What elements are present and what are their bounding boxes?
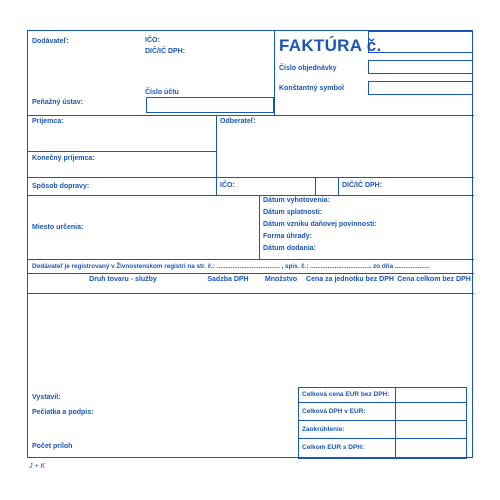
issued-by-label: Vystavil: xyxy=(32,394,61,401)
table-header-line xyxy=(28,293,474,294)
tax-date-label: Dátum vzniku daňovej povinnosti: xyxy=(263,221,377,228)
transport-line xyxy=(28,195,474,196)
supplier-dic-label: DIČ/IČ DPH: xyxy=(145,48,186,55)
delivery-date-label: Dátum dodania: xyxy=(263,245,316,252)
account-number-label: Číslo účtu xyxy=(145,89,179,96)
account-number-field[interactable] xyxy=(146,97,274,113)
final-recipient-line xyxy=(28,177,216,178)
totals-row-line-1 xyxy=(299,402,466,403)
customer-label: Odberateľ: xyxy=(220,118,256,125)
transport-label: Spôsob dopravy: xyxy=(32,183,90,190)
col-vat-rate: Sadzba DPH xyxy=(207,276,249,283)
order-number-label: Číslo objednávky xyxy=(279,65,337,72)
order-number-field[interactable] xyxy=(368,60,473,74)
dates-divider xyxy=(259,195,260,259)
constant-symbol-field[interactable] xyxy=(368,81,473,95)
invoice-form xyxy=(27,30,473,458)
supplier-ico-label: IČO: xyxy=(145,37,160,44)
col-total-price: Cena celkom bez DPH xyxy=(397,276,471,283)
col-quantity: Množstvo xyxy=(264,276,298,283)
recipient-divider xyxy=(216,115,217,195)
totals-row-line-3 xyxy=(299,438,466,439)
dates-bottom-line xyxy=(28,259,474,260)
issue-date-label: Dátum vyhotovenia: xyxy=(263,197,330,204)
totals-row-line-2 xyxy=(299,420,466,421)
rounding-label: Zaokrúhlenie: xyxy=(302,426,345,433)
invoice-number-field[interactable] xyxy=(368,31,473,53)
col-item-type: Druh tovaru - služby xyxy=(89,276,157,283)
total-vat-label: Celková DPH v EUR: xyxy=(302,408,366,415)
payment-form-label: Forma úhrady: xyxy=(263,233,313,240)
recipient-line xyxy=(28,151,216,152)
total-with-vat-label: Celkom EUR s DPH: xyxy=(302,444,365,451)
registration-line xyxy=(28,273,474,274)
bank-label: Peňažný ústav: xyxy=(32,99,83,106)
dic-divider xyxy=(338,177,339,195)
registration-text: Dodávateľ je registrovaný v Živnostenskom registri na str. č.: .................................... , spis. č.: ................................... zo dňa .................... xyxy=(32,263,430,270)
header-divider xyxy=(274,31,275,115)
total-without-vat-label: Celková cena EUR bez DPH: xyxy=(302,391,390,398)
recipient-label: Príjemca: xyxy=(32,118,64,125)
final-recipient-label: Konečný príjemca: xyxy=(32,155,95,162)
header-bottom-line xyxy=(28,115,474,116)
constant-symbol-label: Konštantný symbol xyxy=(279,85,344,92)
ico-divider xyxy=(315,177,316,195)
due-date-label: Dátum splatnosti: xyxy=(263,209,323,216)
customer-line xyxy=(216,177,474,178)
totals-box xyxy=(298,387,467,459)
customer-dic-label: DIČ/IČ DPH: xyxy=(342,182,383,189)
destination-label: Miesto určenia: xyxy=(32,224,84,231)
invoice-title: FAKTÚRA č. xyxy=(279,36,382,55)
attachments-label: Počet príloh xyxy=(32,443,73,450)
col-unit-price: Cena za jednotku bez DPH xyxy=(306,276,394,283)
customer-ico-label: IČO: xyxy=(220,182,235,189)
supplier-label: Dodávateľ: xyxy=(32,38,69,45)
totals-divider xyxy=(395,388,396,458)
publisher-mark: J + K xyxy=(29,463,46,470)
stamp-signature-label: Pečiatka a podpis: xyxy=(32,409,94,416)
